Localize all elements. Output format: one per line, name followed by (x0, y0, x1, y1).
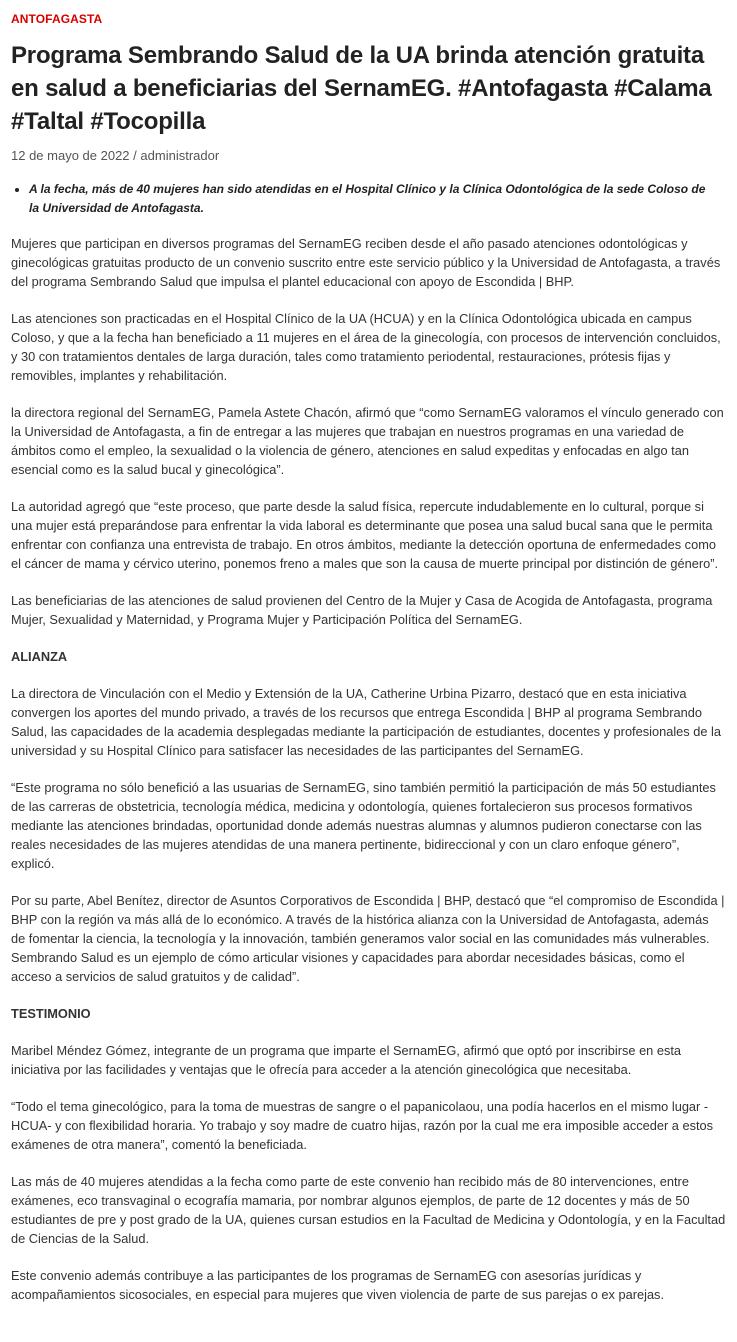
article-body (11, 234, 726, 1304)
paragraph: Maribel Méndez Gómez, integrante de un programa que imparte el SernamEG, afirmó que optó por inscribirse en esta iniciativa por las facilidades y ventajas que le ofrecía para acceder a la atención ginecológica que necesitaba. (11, 1043, 682, 1077)
author-link[interactable]: administrador (140, 148, 220, 163)
section-heading-testimonio: TESTIMONIO (11, 1006, 91, 1021)
summary-item: • A la fecha, más de 40 mujeres han sido atendidas en el Hospital Clínico y la Clínica Odontológica de la sede Coloso de la Universidad de Antofagasta. (29, 180, 726, 218)
paragraph: Mujeres que participan en diversos programas del SernamEG reciben desde el año pasado atenciones odontológicas y ginecológicas gratuitas producto de un convenio suscrito entre este servicio público y la Universidad de Antofagasta, a través del programa Sembrando Salud que impulsa el plantel educacional con apoyo de Escondida | BHP. (11, 236, 721, 289)
paragraph: La autoridad agregó que “este proceso, que parte desde la salud física, repercute indudablemente en lo cultural, porque si una mujer está preparándose para enfrentar la vida laboral es determinante que posea una salud bucal sana que le permita enfrentar con confianza una entrevista de trabajo. En otros ámbitos, mediante la detección oportuna de enfermedades como el cáncer de mama y cérvico uterino, ponemos freno a males que son la causa de muerte principal por distinción de género”. (11, 499, 719, 571)
category-link[interactable]: ANTOFAGASTA (11, 12, 103, 26)
paragraph: “Este programa no sólo benefició a las usuarias de SernamEG, sino también permitió la participación de más 50 estudiantes de las carreras de obstetricia, tecnología médica, medicina y odontología, quienes fortalecieron sus procesos formativos mediante las atenciones brindadas, oportunidad donde además nuestras alumnas y alumnos pudieron conectarse con las reales necesidades de las mujeres atendidas de una manera pertinente, bidireccional y con un claro enfoque género”, explicó. (11, 780, 716, 871)
paragraph: Las beneficiarias de las atenciones de salud provienen del Centro de la Mujer y Casa de Acogida de Antofagasta, programa Mujer, Sexualidad y Maternidad, y Programa Mujer y Participación Política del SernamEG. (11, 593, 713, 627)
paragraph: Las más de 40 mujeres atendidas a la fecha como parte de este convenio han recibido más de 80 intervenciones, entre exámenes, eco transvaginal o ecografía mamaria, por nombrar algunos ejemplos, de parte de 12 docentes y más de 50 estudiantes de pre y post grado de la UA, quienes cursan estudios en la Facultad de Medicina y Odontología, y en la Facultad de Ciencias de la Salud. (11, 1174, 726, 1246)
section-heading-alianza: ALIANZA (11, 649, 68, 664)
article-title: Programa Sembrando Salud de la UA brinda atención gratuita en salud a beneficiarias del SernamEG. #Antofagasta #Calama #Taltal #Tocopilla (11, 42, 712, 135)
paragraph: Este convenio además contribuye a las participantes de los programas de SernamEG con asesorías jurídicas y acompañamientos sicosociales, en especial para mujeres que viven violencia de parte de sus parejas o ex parejas. (11, 1268, 665, 1302)
paragraph: La directora de Vinculación con el Medio y Extensión de la UA, Catherine Urbina Pizarro, destacó que en esta iniciativa convergen los aportes del mundo privado, a través de los recursos que entrega Escondida | BHP al programa Sembrando Salud, las capacidades de la academia desplegadas mediante la participación de estudiantes, docentes y profesionales de la universidad y su Hospital Clínico para satisfacer las necesidades de las participantes del SernamEG. (11, 686, 721, 758)
paragraph: “Todo el tema ginecológico, para la toma de muestras de sangre o el papanicolaou, una podía hacerlos en el mismo lugar -HCUA- y con flexibilidad horaria. Yo trabajo y soy madre de cuatro hijas, razón por la cual me era imposible acceder a estos exámenes de otra manera”, comentó la beneficiada. (11, 1099, 714, 1152)
meta-separator: / (133, 148, 137, 163)
article-meta (11, 148, 726, 163)
post-date: 12 de mayo de 2022 (11, 148, 130, 163)
paragraph: Por su parte, Abel Benítez, director de Asuntos Corporativos de Escondida | BHP, destacó que “el compromiso de Escondida | BHP con la región va más allá de lo económico. A través de la histórica alianza con la Universidad de Antofagasta, además de fomentar la ciencia, la tecnología y la innovación, también generamos valor social en las comunidades más vulnerables. Sembrando Salud es un ejemplo de cómo articular visiones y capacidades para abordar necesidades básicas, como el acceso a servicios de salud gratuitos y de calidad”. (11, 893, 725, 984)
paragraph: Las atenciones son practicadas en el Hospital Clínico de la UA (HCUA) y en la Clínica Odontológica ubicada en campus Coloso, y que a la fecha han beneficiado a 11 mujeres en el área de la ginecología, con procesos de intervención concluidos, y 30 con tratamientos dentales de larga duración, tales como tratamiento periodental, restauraciones, prótesis fijas y removibles, implantes y rehabilitación. (11, 311, 721, 383)
paragraph: la directora regional del SernamEG, Pamela Astete Chacón, afirmó que “como SernamEG valoramos el vínculo generado con la Universidad de Antofagasta, a fin de entregar a las mujeres que trabajan en nuestros programas en una variedad de ámbitos como el empleo, la sexualidad o la violencia de género, atenciones en salud expeditas y enfocadas en algo tan esencial como es la salud bucal y ginecológica”. (11, 405, 724, 477)
summary-list (11, 180, 726, 218)
